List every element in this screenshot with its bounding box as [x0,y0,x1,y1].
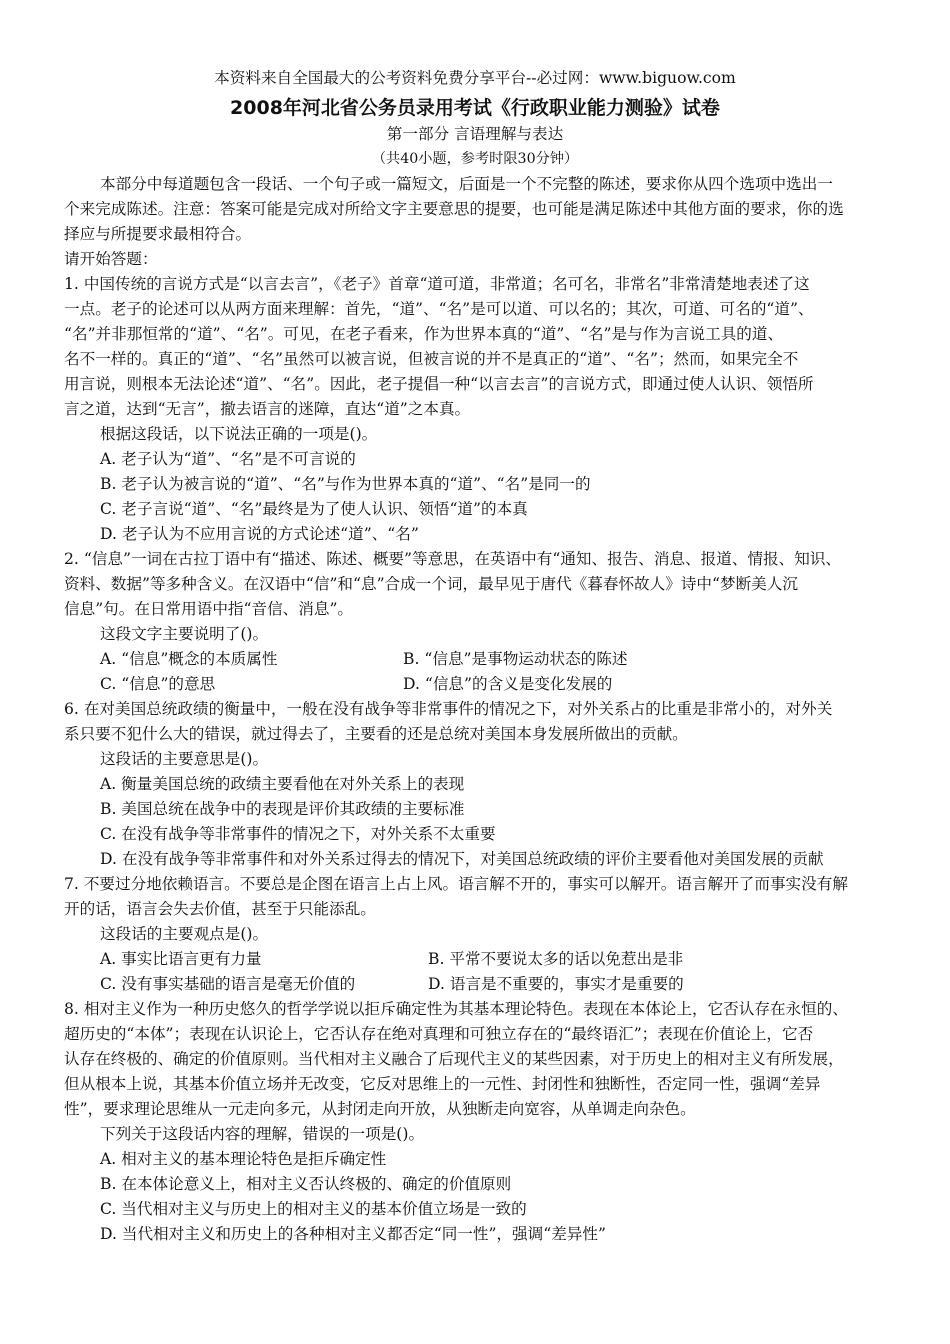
question-6-option-c: C. 在没有战争等非常事件的情况之下，对外关系不太重要 [100,825,496,843]
question-8-option-a: A. 相对主义的基本理论特色是拒斥确定性 [100,1150,387,1168]
intro-line: 本部分中每道题包含一段话、一个句子或一篇短文，后面是一个不完整的陈述，要求你从四个选项中选出一 [100,175,833,193]
intro-line: 择应与所提要求最相符合。 [64,225,252,243]
question-8-line: 8. 相对主义作为一种历史悠久的哲学学说以拒斥确定性为其基本理论特色。表现在本体论上，它否认存在永恒的、 [64,1000,848,1018]
question-7-option-b: B. 平常不要说太多的话以免惹出是非 [428,950,684,968]
question-6-option-a: A. 衡量美国总统的政绩主要看他在对外关系上的表现 [100,775,465,793]
question-8-line: 性”，要求理论思维从一元走向多元，从封闭走向开放，从独断走向宽容，从单调走向杂色。 [64,1100,696,1118]
question-1-line: 名不一样的。真正的“道”、“名”虽然可以被言说，但被言说的并不是真正的“道”、“名”；然而，如果完全不 [64,350,799,368]
start-prompt: 请开始答题： [64,250,158,268]
question-1-line: 一点。老子的论述可以从两方面来理解：首先，“道”、“名”是可以道、可以名的；其次，可道、可名的“道”、 [64,300,814,318]
question-7-stem: 这段话的主要观点是()。 [100,925,269,943]
question-6-option-b: B. 美国总统在战争中的表现是评价其政绩的主要标准 [100,800,465,818]
question-2-stem: 这段文字主要说明了()。 [100,625,269,643]
question-2-line: 信息”句。在日常用语中指“音信、消息”。 [64,600,354,618]
question-7-option-c: C. 没有事实基础的语言是毫无价值的 [100,975,356,993]
question-6-option-d: D. 在没有战争等非常事件和对外关系过得去的情况下，对美国总统政绩的评价主要看他对美国发展的贡献 [100,850,824,868]
question-8-line: 但从根本上说，其基本价值立场并无改变，它反对思维上的一元性、封闭性和独断性，否定同一性，强调“差异 [64,1075,821,1093]
question-1-line: 言之道，达到“无言”，撤去语言的迷障，直达“道”之本真。 [64,400,471,418]
question-8-option-d: D. 当代相对主义和历史上的各种相对主义都否定“同一性”，强调“差异性” [100,1225,606,1243]
time-note: （共40小题，参考时限30分钟） [371,151,579,167]
question-7-line: 开的话，语言会失去价值，甚至于只能添乱。 [64,900,376,918]
source-line: 本资料来自全国最大的公考资料免费分享平台--必过网：www.biguow.com [214,69,736,87]
question-8-option-c: C. 当代相对主义与历史上的相对主义的基本价值立场是一致的 [100,1200,527,1218]
question-8-line: 超历史的“本体”；表现在认识论上，它否认存在绝对真理和可独立存在的“最终语汇”；表现在价值论上，它否 [64,1025,814,1043]
question-1-stem: 根据这段话，以下说法正确的一项是()。 [100,425,378,443]
question-1-option-a: A. 老子认为“道”、“名”是不可言说的 [100,450,356,468]
question-8-line: 认存在终极的、确定的价值原则。当代相对主义融合了后现代主义的某些因素，对于历史上的相对主义有所发展， [64,1050,844,1068]
question-8-stem: 下列关于这段话内容的理解，错误的一项是()。 [100,1125,425,1143]
question-2-option-d: D. “信息”的含义是变化发展的 [403,675,613,693]
question-1-option-c: C. 老子言说“道”、“名”最终是为了使人认识、领悟“道”的本真 [100,500,528,518]
question-1-line: 1. 中国传统的言说方式是“以言去言”，《老子》首章“道可道，非常道；名可名，非常名”非常清楚地表述了这 [64,275,810,293]
question-1-line: “名”并非那恒常的“道”、“名”。可见，在老子看来，作为世界本真的“道”、“名”是与作为言说工具的道、 [64,325,784,343]
question-7-option-d: D. 语言是不重要的，事实才是重要的 [428,975,684,993]
question-2-option-c: C. “信息”的意思 [100,675,216,693]
question-2-line: 资料、数据”等多种含义。在汉语中“信”和“息”合成一个词，最早见于唐代《暮春怀故人》诗中“梦断美人沉 [64,575,798,593]
question-6-stem: 这段话的主要意思是()。 [100,750,269,768]
question-7-option-a: A. 事实比语言更有力量 [100,950,262,968]
question-2-option-b: B. “信息”是事物运动状态的陈述 [403,650,628,668]
intro-line: 个来完成陈述。注意：答案可能是完成对所给文字主要意思的提要，也可能是满足陈述中其他方面的要求，你的选 [64,200,844,218]
question-1-option-d: D. 老子认为不应用言说的方式论述“道”、“名” [100,525,419,543]
question-2-line: 2. “信息”一词在古拉丁语中有“描述、陈述、概要”等意思，在英语中有“通知、报告、消息、报道、情报、知识、 [64,550,842,568]
question-1-line: 用言说，则根本无法论述“道”、“名”。因此，老子提倡一种“以言去言”的言说方式，即通过使人认识、领悟所 [64,375,814,393]
question-7-line: 7. 不要过分地依赖语言。不要总是企图在语言上占上风。语言解不开的，事实可以解开。语言解开了而事实没有解 [64,875,848,893]
question-6-line: 系只要不犯什么大的错误，就过得去了，主要看的还是总统对美国本身发展所做出的贡献。 [64,725,688,743]
question-2-option-a: A. “信息”概念的本质属性 [100,650,278,668]
part-heading: 第一部分 言语理解与表达 [386,125,564,143]
question-1-option-b: B. 老子认为被言说的“道”、“名”与作为世界本真的“道”、“名”是同一的 [100,475,591,493]
exam-title: 2008年河北省公务员录用考试《行政职业能力测验》试卷 [230,97,720,119]
question-6-line: 6. 在对美国总统政绩的衡量中，一般在没有战争等非常事件的情况之下，对外关系占的比重是非常小的，对外关 [64,700,833,718]
question-8-option-b: B. 在本体论意义上，相对主义否认终极的、确定的价值原则 [100,1175,512,1193]
